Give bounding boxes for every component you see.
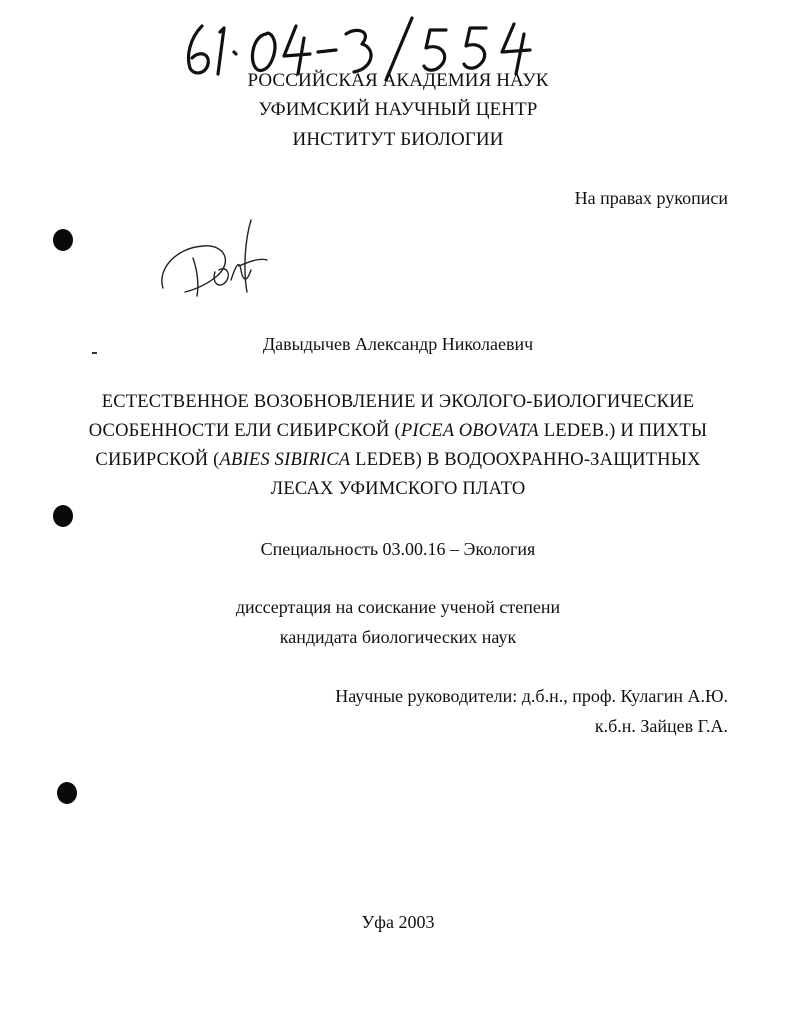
author-name: Давыдычев Александр Николаевич [262, 334, 534, 354]
species-abies: ABIES SIBIRICA [219, 450, 351, 470]
title-line-2-part-a: ОСОБЕННОСТИ ЕЛИ СИБИРСКОЙ ( [88, 421, 401, 441]
place-year: Уфа 2003 [361, 912, 435, 932]
title-line-3-part-b: LEDEB) В ВОДООХРАННО-ЗАЩИТНЫХ [350, 450, 701, 470]
hole-punch-bottom [57, 782, 77, 804]
author-signature [155, 210, 275, 310]
degree-line-2: кандидата биологических наук [279, 627, 517, 647]
institution-academy: РОССИЙСКАЯ АКАДЕМИЯ НАУК [247, 70, 549, 91]
rights-note: На правах рукописи [574, 188, 728, 208]
institution-center: УФИМСКИЙ НАУЧНЫЙ ЦЕНТР [258, 99, 538, 120]
title-line-1: ЕСТЕСТВЕННОЕ ВОЗОБНОВЛЕНИЕ И ЭКОЛОГО-БИОЛОГИЧЕСКИЕ [101, 392, 695, 412]
hole-punch-top [53, 229, 73, 251]
title-line-4: ЛЕСАХ УФИМСКОГО ПЛАТО [270, 479, 526, 499]
species-picea: PICEA OBOVATA [400, 421, 539, 441]
speciality: Специальность 03.00.16 – Экология [260, 539, 536, 559]
institution-institute: ИНСТИТУТ БИОЛОГИИ [292, 129, 504, 150]
supervisors-line-1: Научные руководители: д.б.н., проф. Кулагин А.Ю. [335, 686, 728, 706]
degree-line-1: диссертация на соискание ученой степени [235, 597, 561, 617]
title-line-3-part-a: СИБИРСКОЙ ( [95, 450, 220, 470]
title-line-2-part-b: LEDEB.) И ПИХТЫ [538, 421, 708, 441]
title-line-2 [0, 421, 796, 442]
supervisors-line-2: к.б.н. Зайцев Г.А. [594, 716, 728, 736]
title-line-3 [0, 450, 796, 471]
hole-punch-middle [53, 505, 73, 527]
